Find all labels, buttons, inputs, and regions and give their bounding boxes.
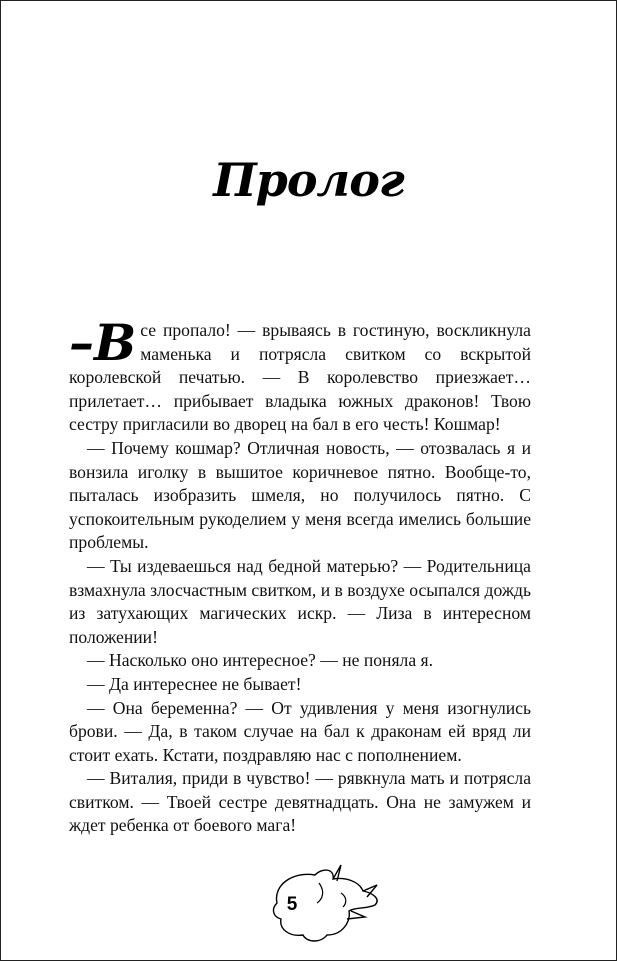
paragraph: — Она беременна? — От удивления у меня изогнулись брови. — Да, в таком случае на бал к драконам ей вряд ли стоит ехать. Кстати, поздравляю нас с пополнением.	[69, 697, 531, 765]
chapter-title: Пролог	[213, 153, 404, 207]
drop-cap: –В	[69, 313, 137, 372]
chapter-text	[69, 313, 531, 838]
paragraph-1-text: се пропало! — врываясь в гостиную, воскликнула маменька и потрясла свитком со вскрытой королевской печатью. — В королевство приезжает… прилетает… прибывает владыка южных драконов! Твою сестру пригласили во дворец на бал в его честь! Кошмар!	[69, 320, 531, 435]
paragraph: — Да интереснее не бывает!	[87, 673, 302, 694]
paragraph: — Виталия, приди в чувство! — рявкнула мать и потрясла свитком. — Твоей сестре девятнадцать. Она не замужем и ждет ребенка от боевого мага!	[69, 768, 531, 836]
paragraph: — Насколько оно интересное? — не поняла я.	[87, 650, 434, 671]
paragraph: — Почему кошмар? Отличная новость, — отозвалась я и вонзила иголку в вышитое коричневое пятно. Вообще-то, пыталась изобразить шмеля, но получилось пятно. С успокоительным рукоделием у меня всегда имелись большие проблемы.	[69, 437, 531, 553]
page-number: 5	[286, 894, 298, 915]
paragraph-1	[69, 313, 531, 437]
paragraph: — Ты издеваешься над бедной матерью? — Родительница взмахнула злосчастным свитком, и в воздухе осыпался дождь из затухающих магических искр. — Лиза в интересном положении!	[69, 555, 531, 647]
